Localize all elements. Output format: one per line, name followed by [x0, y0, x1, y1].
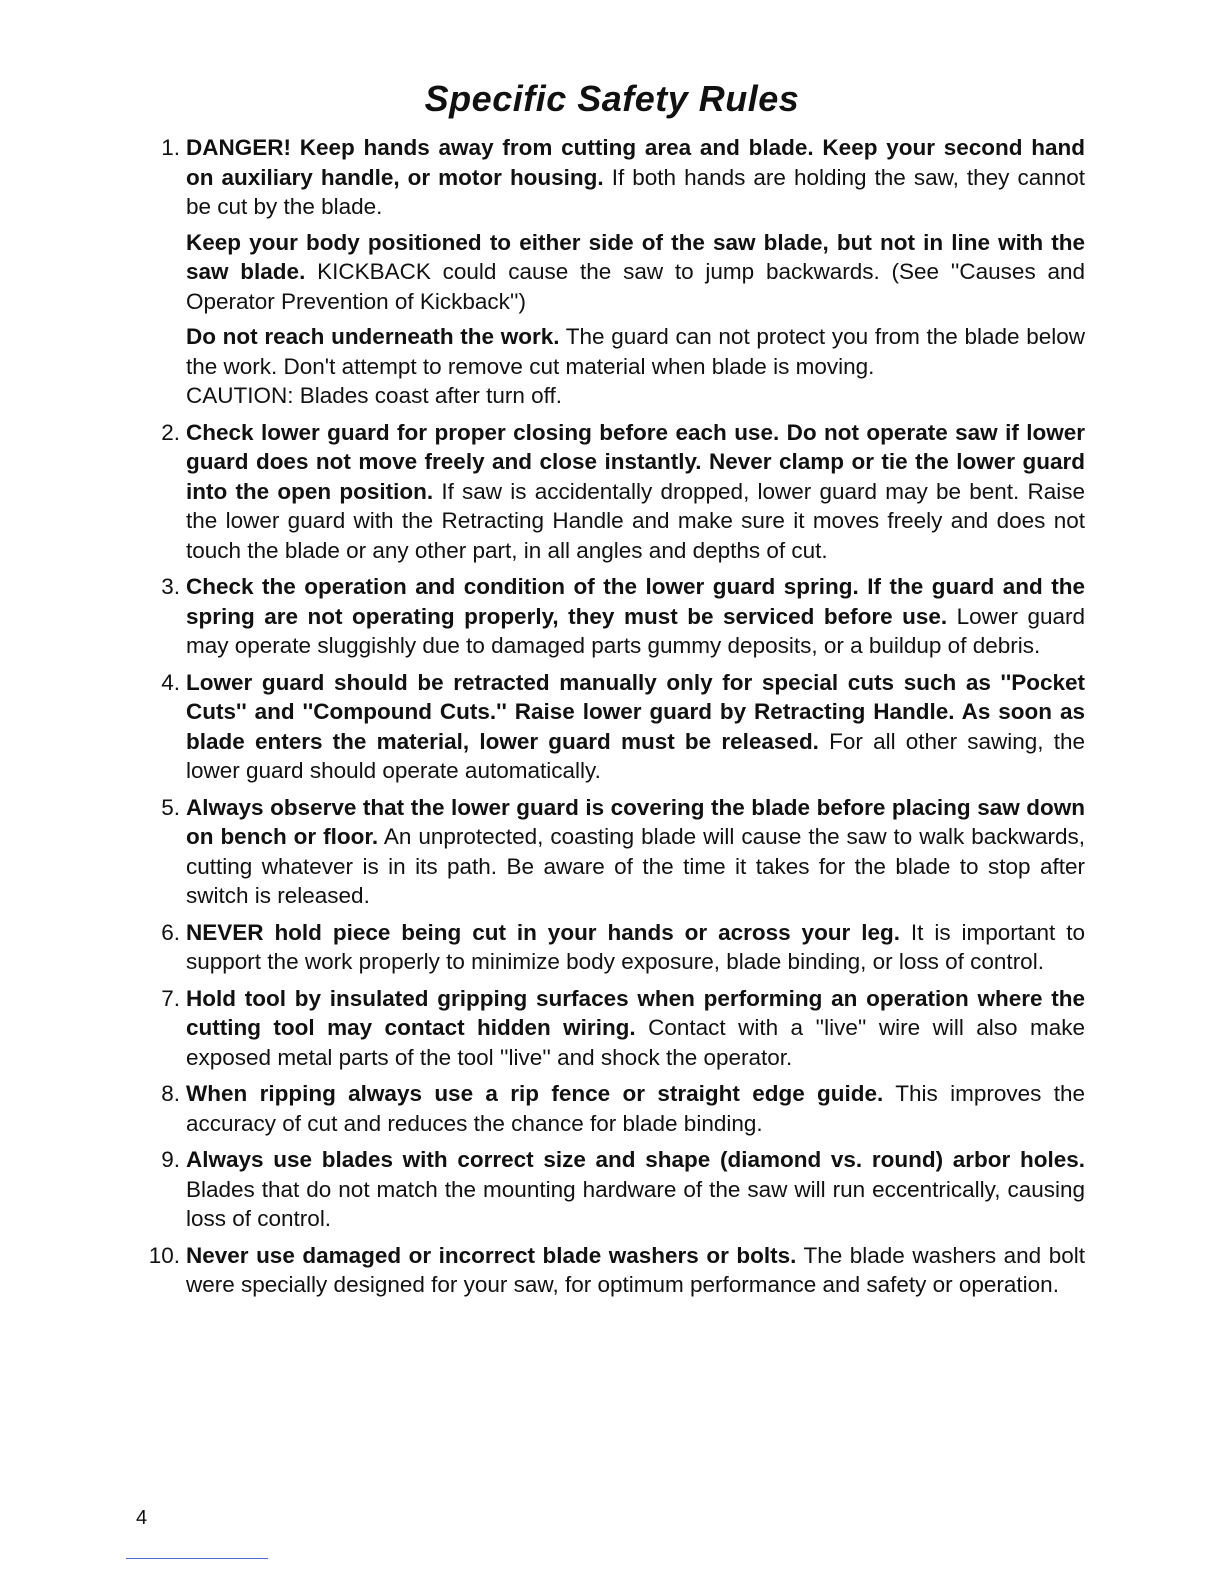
rule-paragraph [186, 793, 1085, 911]
rule-number: 9. [161, 1147, 180, 1172]
rule-emphasis-text: Always use blades with correct size and shape (diamond vs. round) arbor holes. [186, 1147, 1085, 1172]
rule-body-text: If saw is accidentally dropped, lower guard may be bent. Raise the lower guard with the Retracting Handle and make sure it moves freely and does not touch the blade or any other part, in all angles and depths of cut. [186, 478, 1085, 563]
rule-emphasis-text: Check the operation and condition of the lower guard spring. If the guard and the spring are not operating properly, they must be serviced before use. [186, 574, 1085, 629]
rule-item [140, 1241, 1085, 1300]
rule-body-text: It is important to support the work properly to minimize body exposure, blade binding, or loss of control. [186, 919, 1085, 974]
page-number: 4 [136, 1507, 148, 1529]
rule-number: 5. [161, 794, 180, 820]
rule-emphasis-text: Check lower guard for proper closing before each use. Do not operate saw if lower guard does not move freely and close instantly. Never clamp or tie the lower guard into the open position. [186, 419, 1085, 504]
rule-emphasis-text: NEVER hold piece being cut in your hands or across your leg. [186, 919, 900, 945]
rule-number: 10. [148, 1242, 180, 1268]
rule-body-text: Blades that do not match the mounting hardware of the saw will run eccentrically, causing loss of control. [186, 1176, 1085, 1231]
rule-item [140, 1145, 1085, 1234]
rule-paragraph [186, 228, 1085, 317]
rule-paragraph [186, 1079, 1085, 1138]
rule-item [140, 918, 1085, 977]
rule-item [140, 572, 1085, 661]
rule-body-text: The blade washers and bolt were specially designed for your saw, for optimum performance and safety or operation. [186, 1242, 1085, 1297]
rule-emphasis-text: Always observe that the lower guard is covering the blade before placing saw down on bench or floor. [186, 794, 1085, 849]
rule-item [140, 1079, 1085, 1138]
rule-paragraph [186, 322, 1085, 381]
footer-divider [126, 1558, 268, 1559]
rule-emphasis-text: Keep your body positioned to either side of the saw blade, but not in line with the saw blade. [186, 229, 1085, 284]
rule-paragraph [186, 572, 1085, 661]
rule-emphasis-text: Never use damaged or incorrect blade washers or bolts. [186, 1242, 797, 1268]
rule-paragraph [186, 1241, 1085, 1300]
rule-number: 3. [161, 574, 180, 599]
rule-paragraph [186, 418, 1085, 566]
rule-item [140, 418, 1085, 566]
rule-body-text: An unprotected, coasting blade will cause the saw to walk backwards, cutting whatever is in its path. Be aware of the time it takes for the blade to stop after switch is released. [186, 824, 1086, 908]
rule-paragraph [186, 1145, 1085, 1234]
rule-body-text: For all other sawing, the lower guard should operate automatically. [186, 728, 1085, 783]
page-title: Specific Safety Rules [424, 78, 800, 119]
rule-emphasis-text: Do not reach underneath the work. [186, 324, 560, 349]
rule-number: 8. [161, 1081, 180, 1106]
rule-number: 4. [161, 669, 180, 695]
rule-item [140, 133, 1085, 411]
rule-item [140, 668, 1085, 786]
rule-paragraph [186, 381, 1085, 411]
rule-paragraph [186, 668, 1085, 786]
rule-emphasis-text: Lower guard should be retracted manually only for special cuts such as ''Pocket Cuts'' and ''Compound Cuts.'' Raise lower guard by Retracting Handle. As soon as blade enters the material, lower guard must be released. [186, 669, 1085, 754]
rule-item [140, 984, 1085, 1073]
rule-paragraph [186, 918, 1085, 977]
rule-body-text: The guard can not protect you from the blade below the work. Don't attempt to remove cut material when blade is moving. [186, 324, 1085, 379]
rule-emphasis-text: Hold tool by insulated gripping surfaces when performing an operation where the cutting tool may contact hidden wiring. [186, 985, 1085, 1040]
rule-number: 6. [161, 919, 180, 945]
rule-number: 7. [161, 985, 180, 1011]
rule-paragraph [186, 984, 1085, 1073]
rule-number: 2. [161, 419, 180, 445]
rule-emphasis-text: When ripping always use a rip fence or straight edge guide. [186, 1081, 884, 1106]
rule-body-text: CAUTION: Blades coast after turn off. [186, 383, 562, 408]
rule-body-text: This improves the accuracy of cut and reduces the chance for blade binding. [186, 1081, 1085, 1136]
rule-body-text: Contact with a ''live'' wire will also make exposed metal parts of the tool ''live'' and shock the operator. [186, 1015, 1085, 1070]
rule-item [140, 793, 1085, 911]
rule-paragraph [186, 133, 1085, 222]
rule-body-text: KICKBACK could cause the saw to jump backwards. (See ''Causes and Operator Prevention of Kickback'') [186, 259, 1086, 314]
rule-emphasis-text: DANGER! Keep hands away from cutting area and blade. Keep your second hand on auxiliary handle, or motor housing. [186, 135, 1085, 190]
rule-number: 1. [161, 135, 180, 160]
safety-rules-list [140, 133, 1085, 1307]
rule-body-text: If both hands are holding the saw, they cannot be cut by the blade. [186, 164, 1086, 219]
rule-body-text: Lower guard may operate sluggishly due to damaged parts gummy deposits, or a buildup of debris. [186, 603, 1085, 658]
